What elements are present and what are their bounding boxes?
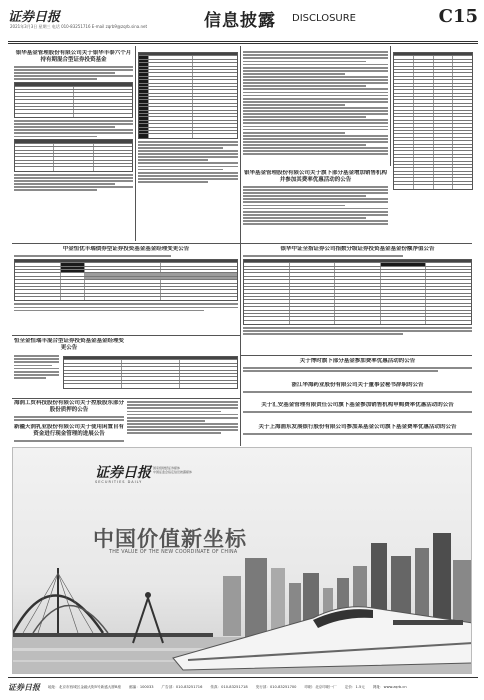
announcement <box>243 402 472 422</box>
announcement-text-column <box>127 400 238 444</box>
row-divider <box>12 243 240 244</box>
footer <box>8 680 478 694</box>
footer-price: 定价：1.5元 <box>344 684 365 689</box>
header-rule <box>8 41 478 42</box>
footer-fax: 传真：010-83251718 <box>210 684 248 689</box>
footer-website: 网址：www.zqrb.cn <box>372 684 407 689</box>
ad-logo-subtitle: SECURITIES DAILY <box>95 480 143 484</box>
column-divider <box>135 46 136 241</box>
announcement-title: 银华基金管理股份有限公司关于旗下部分基金增加销售机构并参加其费率优惠活动的公告 <box>243 170 387 183</box>
footer-ad-phone: 广告部：010-83251716 <box>161 684 203 689</box>
ad-logo: 证券日报 <box>95 465 151 481</box>
footer-printing: 印刷：北京印刷一厂 <box>304 684 337 689</box>
column-divider <box>240 46 241 446</box>
announcement-title: 海润工贸科技股份有限公司关于控股股东部分股份质押的公告 <box>14 400 124 413</box>
footer-postcode: 邮编：100033 <box>129 684 154 689</box>
announcement-title: 恒全金恒瑞丰混合型证券投资基金基金经理变更公告 <box>14 338 125 351</box>
ad-subheadline: THE VALUE OF THE NEW COORDINATE OF CHINA <box>109 550 238 555</box>
advertisement <box>12 447 472 674</box>
announcement-title: 新疆天润乳业股份有限公司关于使用闲置自有资金进行现金管理的进展公告 <box>14 424 124 437</box>
announcement <box>243 246 472 353</box>
masthead-info: 2021年3月3日 星期三 电话 010-83251716 E-mail zqrb9@zqrb.sina.net <box>10 24 148 29</box>
announcement-text-column <box>243 50 388 165</box>
announcement <box>14 246 238 333</box>
data-table <box>14 139 133 172</box>
fund-list-table <box>393 50 473 240</box>
announcement <box>243 382 472 400</box>
announcement-title: 银华中证全指证券公司指数分级证券投资基金基金份额净值公告 <box>280 246 435 252</box>
column-divider <box>390 46 391 166</box>
data-table <box>63 356 238 389</box>
data-table <box>138 52 238 139</box>
footer-distribution: 发行部：010-83251700 <box>255 684 297 689</box>
announcement <box>14 50 133 240</box>
announcement <box>14 400 124 422</box>
announcement-table-column <box>138 50 238 240</box>
section-title: 信息披露 <box>204 11 276 31</box>
footer-logo: 证券日报 <box>8 681 40 692</box>
announcement <box>14 338 238 396</box>
newspaper-logo: 证券日报 <box>8 10 61 25</box>
data-table <box>243 259 472 325</box>
data-table <box>14 259 238 302</box>
skyline-illustration <box>13 448 472 674</box>
footer-rule <box>8 677 478 678</box>
announcement-title: 关于上海浦东发展银行股份有限公司参加某基金公司旗下基金费率优惠活动的公告 <box>258 424 457 430</box>
row-divider <box>240 355 472 356</box>
ad-headline: 中国价值新坐标 <box>93 527 247 551</box>
row-divider <box>12 398 240 399</box>
footer-address: 地址：北京市西城区金融大街5号新盛大厦B座 <box>48 684 122 689</box>
announcement <box>243 424 472 444</box>
row-divider <box>12 335 240 336</box>
masthead <box>8 6 478 40</box>
ad-tagline: 国家级财经证券媒体 中国证监会指定信息披露媒体 <box>153 466 193 474</box>
announcement-title: 浙江华海药业股份有限公司关于董事会秘书辞职的公告 <box>291 382 424 388</box>
announcement-title: 关于博时旗下部分基金参加费率优惠活动的公告 <box>299 358 416 364</box>
data-table <box>393 52 473 190</box>
data-table <box>14 82 133 118</box>
announcement <box>243 170 388 240</box>
page-number: C15 <box>438 6 478 27</box>
announcement-title: 中金恒优丰瑞债券型证券投资基金基金经理变更公告 <box>62 246 190 252</box>
announcement-title: 银华基金管理股份有限公司关于银华丰泰六个月持有期混合型证券投资基金 <box>15 50 132 63</box>
announcement <box>243 358 472 380</box>
announcement-title: 关于汇安基金管理有限责任公司旗下基金参加销售机构申购费率优惠活动的公告 <box>261 402 454 408</box>
announcement <box>14 424 124 444</box>
section-title-en: DISCLOSURE <box>292 13 356 24</box>
header-rule-thin <box>8 43 478 44</box>
row-divider <box>240 243 472 244</box>
